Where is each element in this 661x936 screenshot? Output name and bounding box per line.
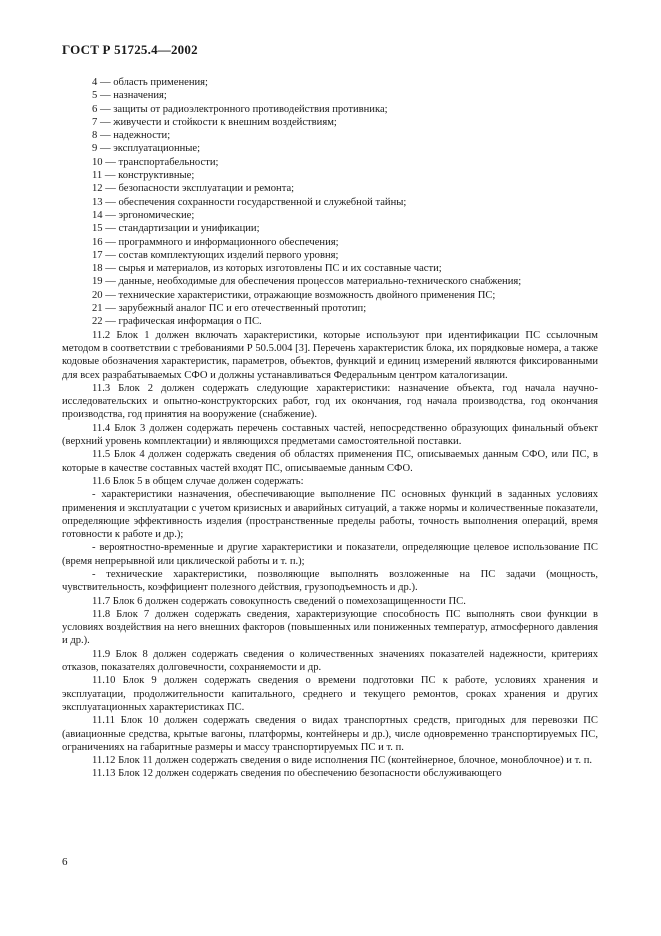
paragraph: 11.10 Блок 9 должен содержать сведения о времени подготовки ПС к работе, условиях хранения и эксплуатации, продолжительности капитального, среднего и текущего ремонтов, сроках хранения и других эксплуатационных характеристиках ПС. [62, 675, 598, 713]
list-item: 16 — программного и информационного обеспечения; [92, 236, 339, 248]
paragraph: - вероятностно-временные и другие характеристики и показатели, определяющие целевое использование ПС (время непрерывной или циклической работы и т. п.); [62, 542, 598, 567]
list-item: 20 — технические характеристики, отражающие возможность двойного применения ПС; [92, 289, 496, 301]
paragraph: 11.9 Блок 8 должен содержать сведения о количественных значениях показателей надежности, критериях отказов, показателях долговечности, сохраняемости и др. [62, 648, 598, 674]
list-item: 8 — надежности; [92, 130, 171, 142]
paragraph: 11.6 Блок 5 в общем случае должен содержать: [92, 475, 304, 487]
paragraph: 11.13 Блок 12 должен содержать сведения по обеспечению безопасности обслуживающего [92, 768, 502, 780]
list-item: 6 — защиты от радиоэлектронного противодействия противника; [92, 103, 388, 115]
list-item: 11 — конструктивные; [92, 170, 195, 182]
page-number: 6 [62, 856, 68, 868]
list-item: 17 — состав комплектующих изделий первого уровня; [92, 249, 339, 261]
paragraph: 11.2 Блок 1 должен включать характеристики, которые используют при идентификации ПС ссылочным методом в соответствии с требованиями Р 50.5.004 [3]. Перечень характеристик блока, их порядковые номера, а также кодовые обозначения характеристик, параметров, объектов, функций и единиц измерений являются фиксированными для всех разрабатываемых СФО и должны устанавливаться Федеральным центром каталогизации. [62, 329, 598, 381]
list-item: 19 — данные, необходимые для обеспечения процессов материально-технического снабжения; [92, 276, 522, 288]
paragraph: 11.4 Блок 3 должен содержать перечень составных частей, непосредственно образующих финальный объект (верхний уровень комплектации) и являющихся предметами самостоятельной поставки. [62, 422, 598, 448]
paragraph: 11.7 Блок 6 должен содержать совокупность сведений о помехозащищенности ПС. [92, 595, 466, 607]
list-item: 13 — обеспечения сохранности государственной и служебной тайны; [92, 196, 407, 208]
list-item: 18 — сырья и материалов, из которых изготовлены ПС и их составные части; [92, 263, 442, 275]
list-item: 10 — транспортабельности; [92, 156, 219, 168]
document-header: ГОСТ Р 51725.4—2002 [62, 42, 198, 57]
document-body [62, 76, 598, 781]
paragraph: 11.8 Блок 7 должен содержать сведения, характеризующие способность ПС выполнять свои функции в условиях воздействия на него внешних факторов (повышенных или пониженных температур, атмосферного давления и др.). [62, 608, 598, 647]
list-item: 5 — назначения; [92, 90, 167, 102]
paragraph: 11.3 Блок 2 должен содержать следующие характеристики: назначение объекта, год начала научно-исследовательских и опытно-конструкторских работ, год их окончания, год начала производства, год окончания производства, год принятия на вооружение (снабжение). [62, 382, 598, 421]
list-item: 4 — область применения; [92, 77, 208, 88]
paragraph: - технические характеристики, позволяющие выполнять возложенные на ПС задачи (мощность, чувствительность, коэффициент полезного действия, грузоподъемность и др.). [62, 568, 598, 594]
list-item: 15 — стандартизации и унификации; [92, 223, 260, 235]
list-item: 21 — зарубежный аналог ПС и его отечественный прототип; [92, 303, 367, 315]
list-item: 22 — графическая информация о ПС. [92, 316, 262, 328]
list-item: 12 — безопасности эксплуатации и ремонта; [92, 183, 295, 195]
paragraph: - характеристики назначения, обеспечивающие выполнение ПС основных функций в заданных условиях применения и эксплуатации с учетом кризисных и аварийных ситуаций, а также нормы и количественные показатели, определяющие эффективность изделия (пространственные пределы работы, точность выполнения операций, время готовности к работе и др.); [62, 489, 598, 541]
paragraph: 11.12 Блок 11 должен содержать сведения о виде исполнения ПС (контейнерное, блочное, моноблочное) и т. п. [92, 755, 593, 767]
paragraph: 11.5 Блок 4 должен содержать сведения об областях применения ПС, описываемых данным СФО, или ПС, в которые в качестве составных частей входят ПС, описываемые данным СФО. [62, 449, 598, 474]
list-item: 7 — живучести и стойкости к внешним воздействиям; [92, 116, 337, 128]
list-item: 14 — эргономические; [92, 209, 195, 221]
paragraph: 11.11 Блок 10 должен содержать сведения о видах транспортных средств, пригодных для перевозки ПС (авиационные средства, крытые вагоны, платформы, контейнеры и др.), числе одновременно транспортируемых ПС, ограничениях на габаритные размеры и массу транспортируемых ПС и т. п. [62, 715, 598, 753]
list-item: 9 — эксплуатационные; [92, 143, 201, 155]
